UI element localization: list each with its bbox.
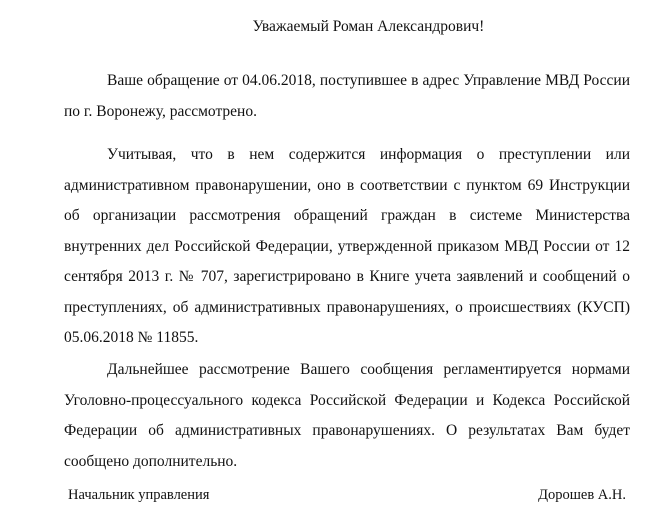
paragraph-appeal-received: Ваше обращение от 04.06.2018, поступившее в адрес Управление МВД России по г. Воронежу, рассмотрено. xyxy=(64,72,630,120)
signatory-name: Дорошев А.Н. xyxy=(538,487,626,503)
paragraph-registration: Учитывая, что в нем содержится информация о преступлении или административном правонарушении, оно в соответствии с пунктом 69 Инструкции об организации рассмотрения обращений граждан в системе Министерства внутренних дел Российской Федерации, утвержденной приказом МВД России от 12 сентября 2013 г. № 707, зарегистрировано в Книге учета заявлений и сообщений о преступлениях, об административных правонарушениях, о происшествиях (КУСП) 05.06.2018 № 11855. xyxy=(64,146,630,346)
paragraph-further-review: Дальнейшее рассмотрение Вашего сообщения регламентируется нормами Уголовно-процессуального кодекса Российской Федерации и Кодекса Российской Федерации об административных правонарушениях. О результатах Вам будет сообщено дополнительно. xyxy=(64,361,630,470)
signatory-position: Начальник управления xyxy=(68,487,210,503)
salutation: Уважаемый Роман Александрович! xyxy=(252,18,485,35)
